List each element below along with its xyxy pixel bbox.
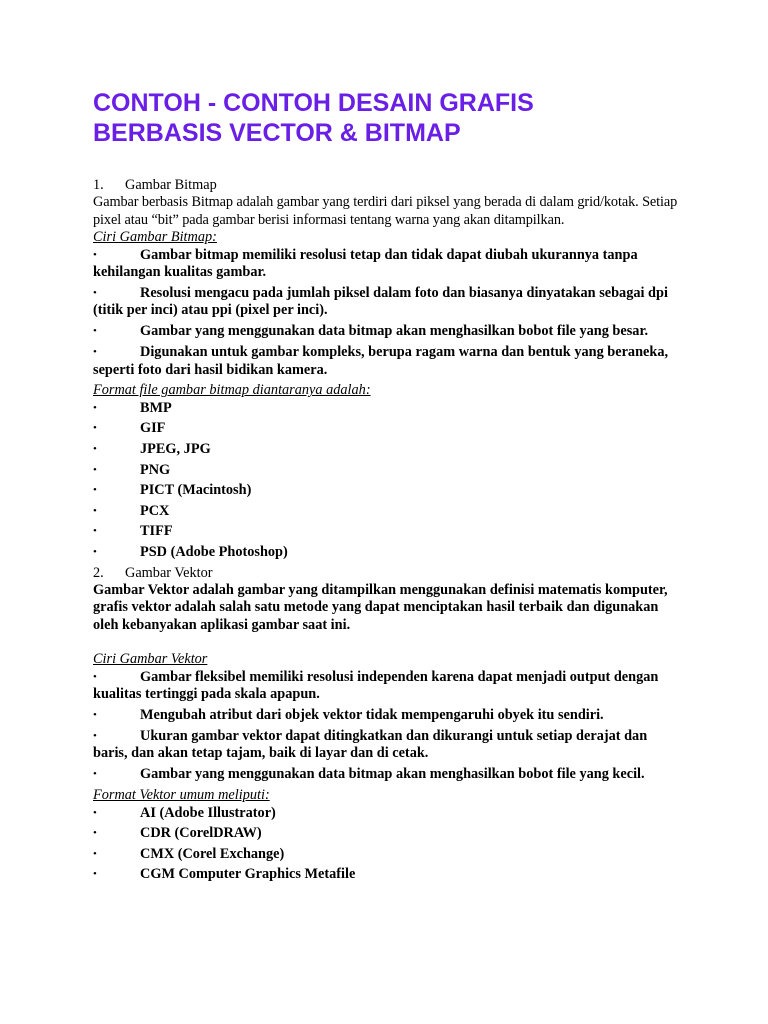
vector-description: Gambar Vektor adalah gambar yang ditampilkan menggunakan definisi matematis komputer, grafis vektor adalah salah satu metode yang dapat menciptakan hasil terbaik dan digunakan oleh kebanyakan aplikasi gambar saat ini. [93,582,668,633]
bullet-icon: • [93,422,97,435]
bullet-icon: • [93,847,97,860]
list-item [93,247,683,282]
bullet-icon: • [93,806,97,819]
title-line-1: CONTOH - CONTOH DESAIN GRAFIS [93,89,534,117]
list-item [93,323,683,340]
list-item [93,420,683,437]
bitmap-description: Gambar berbasis Bitmap adalah gambar yang terdiri dari piksel yang berada di dalam grid/kotak. Setiap pixel atau “bit” pada gambar berisi informasi tentang warna yang akan ditampilkan. [93,194,678,228]
bullet-icon: • [93,729,97,742]
vector-features-heading: Ciri Gambar Vektor [93,651,208,668]
list-item-text: Gambar fleksibel memiliki resolusi independen karena dapat menjadi output dengan kualitas tertinggi pada skala apapun. [93,668,659,703]
list-item-text: PSD (Adobe Photoshop) [140,544,288,561]
bitmap-features-list [93,247,683,379]
list-item-text: BMP [140,399,172,416]
list-item-text: AI (Adobe Illustrator) [140,804,276,821]
bullet-icon: • [93,546,97,559]
bullet-icon: • [93,248,97,261]
list-item [93,825,683,842]
bitmap-formats-list [93,400,683,562]
list-item-text: Resolusi mengacu pada jumlah piksel dalam foto dan biasanya dinyatakan sebagai dpi (titik per inci) atau ppi (pixel per inci). [93,284,668,319]
list-item-text: GIF [140,420,166,437]
list-item [93,482,683,499]
bullet-icon: • [93,827,97,840]
bullet-icon: • [93,768,97,781]
list-item [93,805,683,822]
list-item [93,846,683,863]
vector-section-number: 2. [93,564,104,581]
list-item-text: Mengubah atribut dari objek vektor tidak mempengaruhi obyek itu sendiri. [140,706,604,723]
bitmap-section-title: Gambar Bitmap [125,177,217,193]
vector-section-title: Gambar Vektor [125,564,213,581]
bullet-icon: • [93,868,97,881]
list-item [93,344,683,379]
list-item-text: Digunakan untuk gambar kompleks, berupa ragam warna dan bentuk yang beraneka, seperti foto dari hasil bidikan kamera. [93,344,669,378]
vector-section-heading [93,565,683,582]
list-item [93,544,683,561]
vector-features-list [93,669,683,784]
list-item-text: PICT (Macintosh) [140,482,252,499]
list-item [93,523,683,540]
list-item-text: JPEG, JPG [140,441,211,458]
bullet-icon: • [93,525,97,538]
list-item-text: PCX [140,502,170,519]
bullet-icon: • [93,484,97,497]
vector-formats-heading: Format Vektor umum meliputi: [93,787,270,804]
list-item [93,503,683,520]
list-item [93,766,683,783]
list-item-text: Ukuran gambar vektor dapat ditingkatkan dan dikurangi untuk setiap derajat dan baris, dan akan tetap tajam, baik di layar dan di cetak. [93,727,648,762]
title-line-2: BERBASIS VECTOR & BITMAP [93,119,461,147]
list-item-text: CDR (CorelDRAW) [140,825,262,842]
bullet-icon: • [93,286,97,299]
bitmap-section-heading [93,177,683,194]
list-item [93,866,683,883]
list-item-text: CGM Computer Graphics Metafile [140,866,356,883]
list-item-text: CMX (Corel Exchange) [140,845,285,862]
bullet-icon: • [93,401,97,414]
list-item [93,728,683,763]
bullet-icon: • [93,443,97,456]
list-item-text: TIFF [140,523,173,540]
bullet-icon: • [93,463,97,476]
list-item-text: PNG [140,461,171,478]
bitmap-section-number: 1. [93,177,104,193]
bullet-icon: • [93,670,97,683]
bullet-icon: • [93,504,97,517]
list-item [93,707,683,724]
list-item [93,441,683,458]
list-item-text: Gambar yang menggunakan data bitmap akan menghasilkan bobot file yang kecil. [140,766,645,783]
list-item [93,285,683,320]
bullet-icon: • [93,708,97,721]
list-item [93,669,683,704]
list-item [93,462,683,479]
bitmap-formats-heading: Format file gambar bitmap diantaranya adalah: [93,382,371,399]
blank-line [93,634,683,651]
list-item-text: Gambar bitmap memiliki resolusi tetap dan tidak dapat diubah ukurannya tanpa kehilangan kualitas gambar. [93,246,638,281]
list-item-text: Gambar yang menggunakan data bitmap akan menghasilkan bobot file yang besar. [140,323,649,340]
list-item [93,400,683,417]
bullet-icon: • [93,325,97,338]
document-body [93,177,683,887]
bitmap-features-heading: Ciri Gambar Bitmap: [93,229,217,246]
bullet-icon: • [93,346,97,359]
document-title [93,88,713,148]
vector-formats-list [93,805,683,884]
